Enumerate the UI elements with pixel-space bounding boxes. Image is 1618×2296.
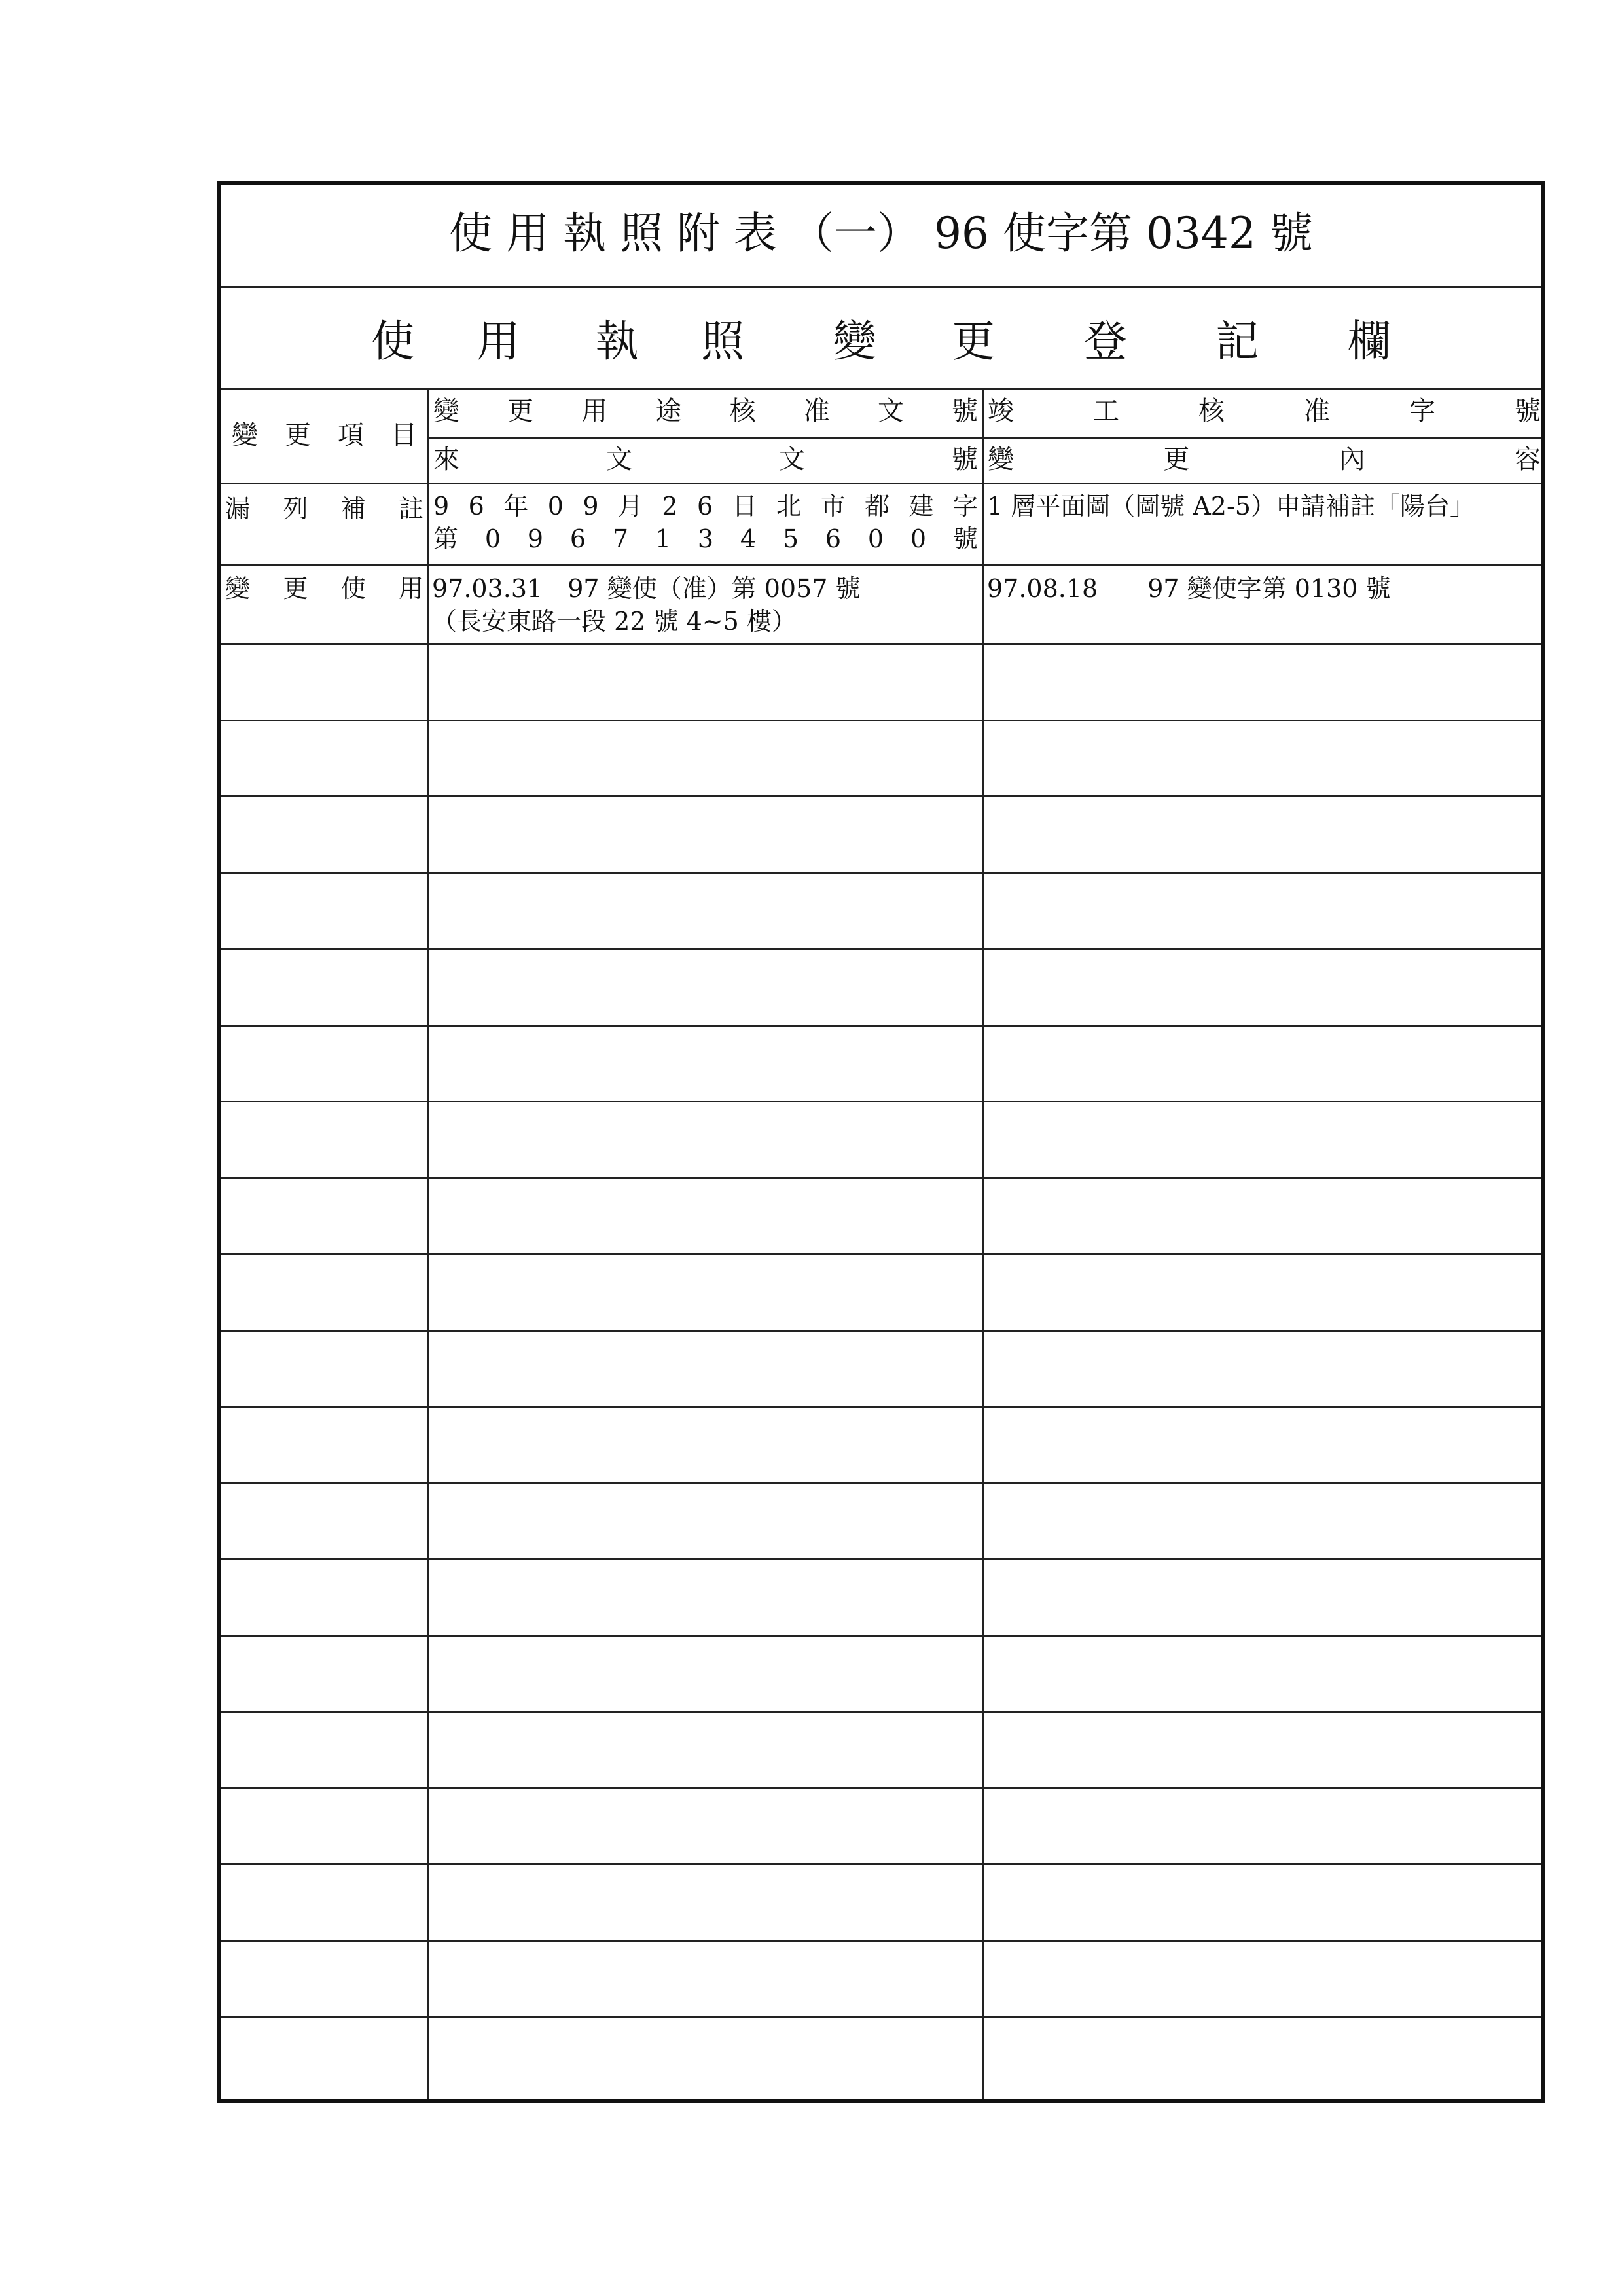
form-char: 竣: [988, 396, 1014, 426]
form-char: 更: [507, 396, 534, 426]
form-char: 號: [951, 396, 978, 426]
row-divider: [221, 1558, 1541, 1560]
form-char: 號: [1515, 396, 1541, 426]
form-char: 9: [433, 492, 450, 520]
form-char: 北: [776, 492, 802, 520]
form-char: 9: [583, 492, 599, 520]
form-char: 4: [740, 524, 757, 553]
form-char: 建: [908, 492, 934, 520]
form-char: 目: [391, 420, 417, 450]
row-divider: [221, 795, 1541, 797]
divider: [221, 388, 1541, 390]
form-char: 6: [569, 524, 586, 553]
form-char: 准: [1304, 396, 1330, 426]
row-divider: [221, 872, 1541, 874]
form-char: 容: [1514, 445, 1541, 475]
subtitle-char: 執: [595, 316, 639, 367]
form-char: 列: [283, 494, 308, 523]
form-char: 來: [433, 445, 459, 475]
form-char: 工: [1093, 396, 1119, 426]
form-char: 7: [612, 524, 629, 553]
subtitle-char: 用: [476, 316, 520, 367]
form-char: 年: [503, 492, 529, 520]
row-change-content: 1 層平面圖（圖號 A2-5）申請補註「陽台」: [987, 492, 1475, 520]
form-char: 字: [1409, 396, 1435, 426]
form-char: 變: [433, 396, 459, 426]
header-change-content: [984, 441, 1545, 478]
form-char: 文: [877, 396, 904, 426]
row-item: [221, 492, 427, 525]
form-char: 文: [606, 445, 632, 475]
row-divider: [221, 1482, 1541, 1484]
subtitle-char: 登: [1083, 316, 1127, 367]
form-char: 註: [398, 494, 423, 523]
form-char: 使: [340, 574, 366, 603]
row-doc-line: （長安東路一段 22 號 4~5 樓）: [432, 607, 797, 636]
divider: [221, 483, 1541, 484]
form-char: 2: [662, 492, 678, 520]
form-char: 號: [952, 524, 978, 553]
row-divider: [221, 720, 1541, 721]
form-char: 6: [825, 524, 842, 553]
form-char: 0: [867, 524, 884, 553]
form-char: 9: [527, 524, 544, 553]
row-divider: [221, 1330, 1541, 1332]
header-approval-doc-no: [429, 393, 982, 429]
row-divider: [221, 1711, 1541, 1713]
row-doc-line: [429, 490, 982, 522]
form-char: 補: [340, 494, 366, 523]
form-char: 3: [697, 524, 714, 553]
row-divider: [221, 643, 1541, 645]
form-char: 核: [729, 396, 756, 426]
subtitle-char: 照: [701, 316, 745, 367]
form-char: 6: [468, 492, 484, 520]
form-char: 0: [547, 492, 564, 520]
subtitle-char: 變: [833, 316, 876, 367]
form-char: 第: [433, 524, 459, 553]
row-doc-line: [429, 522, 982, 555]
row-divider: [221, 1253, 1541, 1255]
header-change-item: [221, 417, 427, 454]
form-char: 6: [697, 492, 713, 520]
form-char: 變: [225, 574, 251, 603]
form-char: 內: [1339, 445, 1365, 475]
row-divider: [221, 2016, 1541, 2018]
form-char: 文: [779, 445, 805, 475]
row-divider: [221, 1863, 1541, 1865]
divider: [221, 286, 1541, 288]
subtitle-char: 記: [1215, 316, 1259, 367]
header-completion-approval-no: [984, 393, 1545, 429]
form-char: 更: [285, 420, 311, 450]
form-char: 變: [988, 445, 1014, 475]
form-char: 0: [484, 524, 501, 553]
form-char: 1: [655, 524, 672, 553]
form-char: 5: [782, 524, 799, 553]
row-divider: [221, 1101, 1541, 1102]
divider: [221, 564, 1541, 566]
form-char: 項: [338, 420, 364, 450]
row-divider: [221, 1177, 1541, 1179]
form-title: 使 用 執 照 附 表 （一） 96 使字第 0342 號: [449, 208, 1313, 259]
row-divider: [221, 1406, 1541, 1408]
form-char: 更: [1163, 445, 1190, 475]
form-char: 更: [283, 574, 308, 603]
form-char: 市: [820, 492, 846, 520]
row-divider: [221, 1635, 1541, 1637]
form-char: 途: [655, 396, 682, 426]
row-doc-line: 97.03.31 97 變使（准）第 0057 號: [432, 574, 861, 603]
subtitle-char: 欄: [1347, 316, 1391, 367]
subtitle-char: 更: [952, 316, 996, 367]
header-incoming-doc-no: [429, 441, 982, 478]
row-item: [221, 572, 427, 605]
subtitle-char: 使: [371, 316, 415, 367]
row-change-content: 97.08.18 97 變使字第 0130 號: [987, 574, 1391, 603]
row-divider: [221, 948, 1541, 950]
form-char: 用: [581, 396, 608, 426]
row-divider: [221, 1787, 1541, 1789]
form-char: 0: [910, 524, 927, 553]
row-divider: [221, 1940, 1541, 1942]
row-divider: [221, 1025, 1541, 1027]
form-char: 都: [865, 492, 890, 520]
form-char: 字: [952, 492, 978, 520]
form-char: 變: [232, 420, 258, 450]
form-char: 月: [617, 492, 643, 520]
form-char: 漏: [225, 494, 251, 523]
form-char: 准: [803, 396, 830, 426]
form-char: 日: [732, 492, 757, 520]
form-subtitle: [221, 312, 1541, 371]
form-char: 用: [398, 574, 423, 603]
usage-permit-change-form: [217, 181, 1545, 2103]
form-char: 核: [1198, 396, 1225, 426]
divider: [429, 437, 1541, 439]
form-char: 號: [952, 445, 978, 475]
